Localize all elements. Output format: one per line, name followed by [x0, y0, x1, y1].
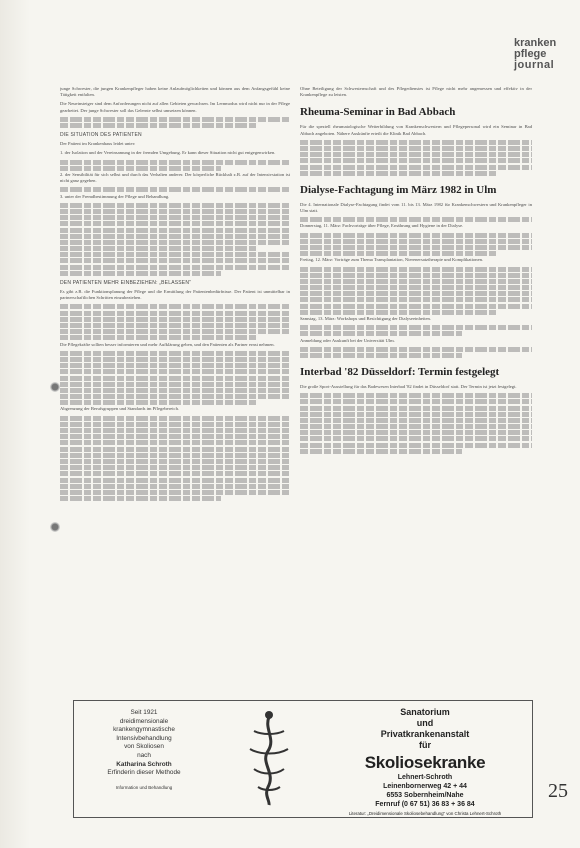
section-heading: DIE SITUATION DES PATIENTEN — [60, 132, 142, 138]
text-line — [60, 329, 290, 334]
text-line — [60, 335, 256, 340]
text-line — [60, 376, 290, 381]
masthead-line2: pflege — [514, 48, 547, 60]
text-line — [60, 240, 290, 245]
text-line — [300, 393, 532, 398]
paragraph: Für die speziell rheumatologische Weiterbildung von Krankenschwestern und Pflegepersonal wird ein Seminar in Bad Abbach angeboten. Nähere Auskünfte erteilt die Klinik Bad Abbach. — [300, 124, 532, 136]
text-line — [60, 363, 290, 368]
paragraph: Die Neueinsteiger sind dem Anforderungen nicht auf allen Gebieten gewachsen. Im Lernmodus wird nicht nur in der Pflege gearbeitet. Der junge Schwester soll das Gelernte selbst umsetzen können. — [60, 101, 290, 113]
text-line — [300, 443, 532, 448]
ad-title-line: Sanatorium — [400, 707, 450, 717]
text-line — [60, 382, 290, 387]
text-line — [300, 406, 532, 411]
paragraph: 2. der Sensibilität für sich selbst und durch das Verhalten anderer. Der körperliche Rückhalt z.B. auf der Intensivstation ist nicht ganz gegeben. — [60, 171, 290, 184]
paragraph: Es gibt z.B. die Funktionsplanung der Pflege und die Ermittlung der Patientenbedürfnisse. Der Patient ist unmittelbar in partnerschaftlichen Schritten einzubeziehen. — [60, 289, 290, 301]
text-line — [60, 388, 290, 393]
paragraph: Freitag, 12. März: Vorträge zum Thema Transplantation, Nierenersatztherapie und Komplikationen. — [300, 257, 484, 263]
paragraph: Ohne Beteiligung der Schwesternschaft und des Pflegedienstes ist Pflege nicht mehr angemessen und effektiv in der Krankenpflege zu leisten. — [300, 86, 532, 98]
paragraph: 1. der Isolation und der Vereinsamung in der fremden Umgebung. Er kann dieser Situation nicht gut entgegenwirken. — [60, 150, 276, 156]
text-line — [60, 440, 290, 445]
text-line — [60, 400, 256, 405]
text-line — [300, 267, 532, 272]
text-line — [60, 187, 290, 192]
masthead-line1: kranken — [514, 37, 557, 49]
text-line — [300, 239, 532, 244]
text-line — [60, 351, 290, 356]
text-line — [60, 496, 221, 501]
text-line — [60, 357, 290, 362]
article-heading-interbad: Interbad '82 Düsseldorf: Termin festgelegt — [300, 365, 500, 378]
text-line — [60, 166, 221, 171]
text-line — [300, 418, 532, 423]
ad-desc: Intensivbehandlung — [116, 734, 172, 742]
text-line — [300, 285, 532, 290]
text-line — [60, 478, 290, 483]
paragraph: Abgrenzung der Berufsgruppen und Standards im Pflegebereich. — [60, 406, 180, 412]
text-line — [60, 311, 290, 316]
text-line — [60, 317, 290, 322]
text-line — [60, 323, 290, 328]
ad-left-panel — [74, 701, 214, 817]
text-line — [300, 304, 532, 309]
spine-figure-icon — [224, 709, 314, 809]
text-line — [60, 422, 290, 427]
paragraph: Die Pflegekräfte sollten besser informieren und mehr Aufklärung geben, und den Patienten als Partner ernst nehmen. — [60, 341, 275, 347]
text-line — [60, 258, 290, 263]
right-column — [300, 86, 532, 646]
text-line — [300, 353, 462, 358]
text-line — [300, 165, 532, 170]
masthead-logo — [514, 38, 572, 71]
text-line — [60, 304, 290, 309]
text-line — [60, 271, 221, 276]
text-line — [60, 447, 290, 452]
text-line — [60, 369, 290, 374]
ad-phone: Fernruf (0 67 51) 36 83 + 36 84 — [375, 801, 475, 808]
text-line — [300, 331, 462, 336]
text-line — [300, 233, 532, 238]
paragraph: Der Patient im Krankenhaus leidet unter: — [60, 141, 136, 147]
text-line — [60, 117, 290, 122]
ad-city: 6553 Sobernheim/Nahe — [386, 792, 464, 799]
text-line — [60, 484, 290, 489]
text-line — [60, 434, 290, 439]
text-line — [300, 146, 532, 151]
ad-founder: Katharina Schroth — [116, 760, 172, 768]
paragraph: Anmeldung oder Auskunft bei der Universität Ulm. — [300, 337, 395, 343]
text-line — [60, 246, 256, 251]
paragraph: Die 4. Internationale Dialyse-Fachtagung findet vom 11. bis 13. März 1982 für Krankenschwestern und Krankenpfleger in Ulm statt. — [300, 201, 532, 213]
text-line — [300, 279, 532, 284]
text-line — [300, 399, 532, 404]
text-line — [60, 215, 290, 220]
text-line — [300, 245, 532, 250]
left-column — [60, 86, 290, 666]
text-line — [60, 234, 290, 239]
text-line — [60, 123, 256, 128]
masthead-line3: journal — [514, 59, 555, 71]
binder-hole — [50, 382, 60, 392]
text-line — [300, 310, 497, 315]
page-number: 25 — [548, 780, 568, 802]
text-line — [60, 453, 290, 458]
ad-street: Leinenbornerweg 42 + 44 — [383, 783, 467, 790]
text-line — [300, 424, 532, 429]
ad-desc: von Skoliosen — [124, 743, 164, 751]
ad-literature: Literatur: „Dreidimensionale Skoliosebehandlung“ von Christa Lehnert-Schroth — [348, 811, 502, 816]
text-line — [300, 152, 532, 157]
text-line — [60, 471, 290, 476]
text-line — [60, 459, 290, 464]
ad-brand: Skoliosekranke — [364, 753, 486, 772]
text-line — [60, 428, 290, 433]
advertisement — [73, 700, 533, 818]
paragraph: 3. unter der Fremdbestimmung der Pflege und Behandlung. — [60, 193, 170, 199]
ad-title-line: für — [419, 740, 431, 750]
paragraph: junge Schwester, die jungen Krankenpfleger haben keine Anlaufmöglichkeiten und können aus dem Anfangsgefühl keine Tätigkeit entfalten. — [60, 86, 290, 98]
ad-since: Seit 1921 — [130, 709, 158, 716]
ad-desc: dreidimensionale — [119, 717, 169, 725]
text-line — [300, 430, 532, 435]
text-line — [300, 291, 532, 296]
text-line — [300, 171, 497, 176]
text-line — [300, 217, 532, 222]
text-line — [300, 273, 532, 278]
text-line — [60, 203, 290, 208]
text-line — [300, 449, 462, 454]
text-line — [300, 436, 532, 441]
text-line — [60, 490, 290, 495]
ad-desc: nach — [137, 751, 151, 759]
text-line — [60, 228, 290, 233]
text-line — [300, 251, 497, 256]
article-heading-rheuma: Rheuma-Seminar in Bad Abbach — [300, 106, 456, 119]
text-line — [60, 160, 290, 165]
text-line — [300, 325, 532, 330]
binder-hole — [50, 522, 60, 532]
text-line — [60, 252, 290, 257]
ad-title-line: und — [416, 718, 434, 728]
ad-right-panel — [318, 701, 532, 817]
text-line — [60, 465, 290, 470]
text-line — [300, 412, 532, 417]
text-line — [60, 416, 290, 421]
ad-owner: Lehnert-Schroth — [397, 774, 453, 781]
ad-desc: krankengymnastische — [113, 726, 175, 734]
text-line — [60, 221, 290, 226]
ad-title-line: Privatkrankenanstalt — [380, 729, 470, 739]
text-line — [60, 265, 290, 270]
text-line — [300, 347, 532, 352]
ad-small-note: Information und Behandlung — [115, 784, 173, 790]
ad-desc: Erfinderin dieser Methode — [107, 769, 181, 777]
spine-figure-illustration — [224, 709, 314, 809]
text-line — [60, 209, 290, 214]
text-line — [60, 394, 290, 399]
article-heading-dialyse: Dialyse-Fachtagung im März 1982 in Ulm — [300, 183, 497, 196]
section-heading: DEN PATIENTEN MEHR EINBEZIEHEN: „BELASSEN“ — [60, 279, 192, 286]
text-line — [300, 297, 532, 302]
text-line — [300, 158, 532, 163]
paragraph: Die große Sport-Ausstellung für das Badewesen Interbad '82 findet in Düsseldorf statt. Der Termin ist jetzt festgelegt. — [300, 383, 517, 389]
paragraph: Samstag, 13. März: Workshops und Besichtigung der Dialyseeinheiten. — [300, 316, 431, 321]
text-line — [300, 140, 532, 145]
paragraph: Donnerstag, 11. März: Fachvorträge über Pflege, Ernährung und Hygiene in der Dialyse. — [300, 223, 464, 229]
